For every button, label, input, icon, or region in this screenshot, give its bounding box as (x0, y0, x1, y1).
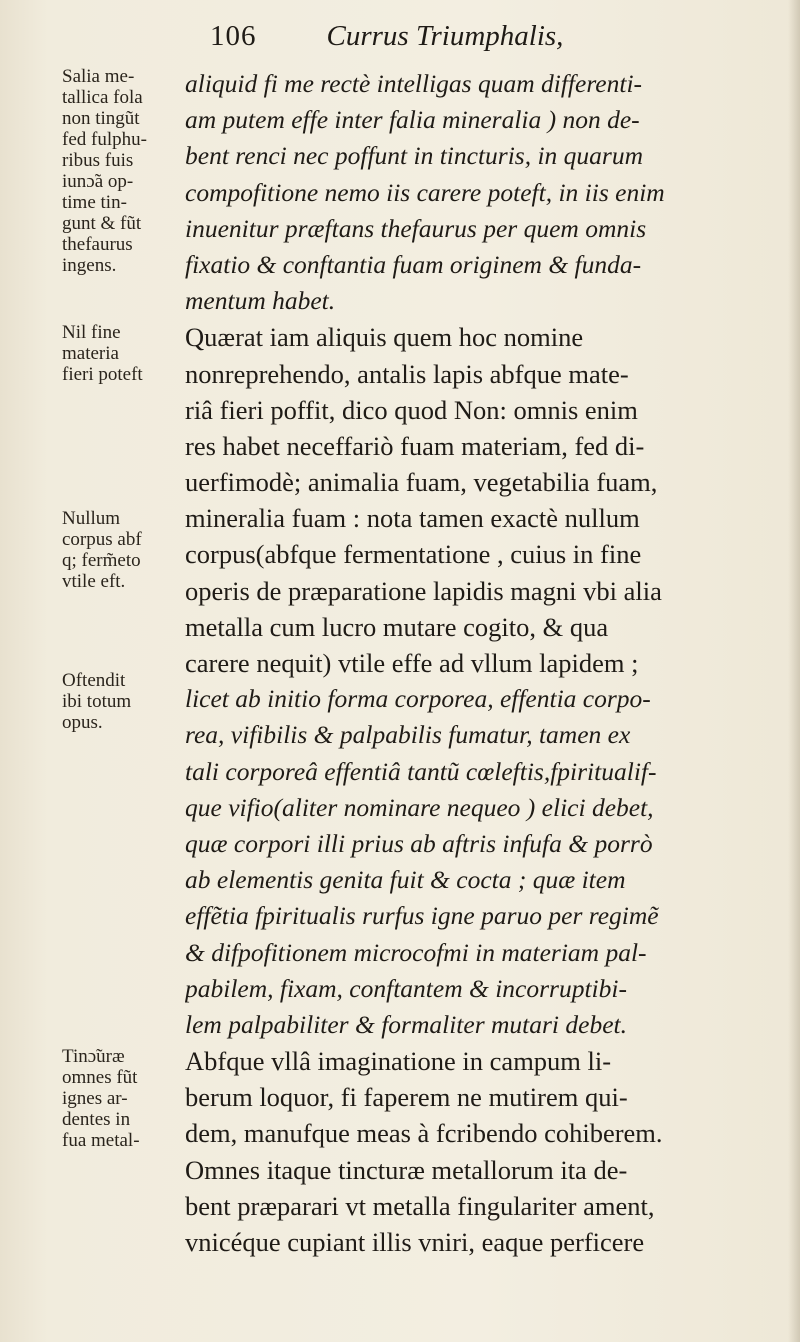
margin-note (62, 670, 172, 733)
margin-note-line: fieri poteft (62, 364, 143, 385)
margin-note-line: ribus fuis (62, 150, 134, 171)
margin-note (62, 322, 172, 385)
text-line: operis de præparatione lapidis magni vbi alia (185, 575, 662, 606)
text-line: que vifio(aliter nominare nequeo ) elici debet, (185, 792, 654, 822)
margin-note-line: Nil fine (62, 322, 121, 343)
text-line: bent renci nec poffunt in tincturis, in quarum (185, 141, 644, 171)
text-line: Quærat iam aliquis quem hoc nomine (185, 322, 584, 353)
margin-note-line: materia (62, 343, 119, 364)
margin-note-line: non tingũt (62, 108, 140, 129)
margin-note-line: tallica fola (62, 87, 143, 108)
text-line: riâ fieri poffit, dico quod Non: omnis enim (185, 394, 638, 425)
margin-note-line: gunt & fũt (62, 213, 142, 234)
text-line: uerfimodè; animalia fuam, vegetabilia fuam, (185, 467, 658, 498)
margin-note-line: ibi totum (62, 691, 132, 712)
text-line: carere nequit) vtile effe ad vllum lapidem ; (185, 648, 639, 678)
text-line: quæ corpori illi prius ab aftris infufa & porrò (185, 828, 653, 858)
margin-note-line: q; ferm̃eto (62, 550, 141, 571)
text-line: tali corporeâ effentiâ tantũ cœleftis,fpiritualif- (185, 756, 657, 786)
margin-note-line: Salia me- (62, 66, 135, 87)
margin-note-line: ignes ar- (62, 1088, 128, 1109)
text-line: mineralia fuam : nota tamen exactè nullum (185, 503, 640, 534)
text-line: inuenitur præftans thefaurus per quem omnis (185, 213, 647, 243)
margin-note (62, 508, 172, 592)
margin-note-line: time tin- (62, 192, 127, 213)
text-line: Abfque vllâ imaginatione in campum li- (185, 1046, 612, 1077)
margin-note-line: vtile eft. (62, 571, 126, 592)
text-line: nonreprehendo, antalis lapis abfque mate- (185, 358, 629, 389)
text-line: am putem effe inter falia mineralia ) non de- (185, 105, 640, 135)
text-line: lem palpabiliter & formaliter mutari debet. (185, 1009, 627, 1039)
text-line: mentum habet. (185, 286, 336, 316)
text-line: res habet neceffariò fuam materiam, fed di- (185, 430, 645, 461)
margin-note-line: thefaurus (62, 234, 133, 255)
text-line: effẽtia fpiritualis rurfus igne paruo per regimẽ (185, 901, 659, 931)
text-line: corpus(abfque fermentatione , cuius in fine (185, 539, 642, 570)
page-header (210, 8, 770, 64)
margin-note-line: Nullum (62, 508, 121, 529)
margin-note-line: omnes fũt (62, 1067, 138, 1088)
text-line: pabilem, fixam, conftantem & incorruptibi- (185, 973, 627, 1003)
margin-note-line: Tinɔ̃uræ (62, 1046, 125, 1067)
margin-note-line: opus. (62, 712, 103, 733)
text-line: berum loquor, fi faperem ne mutirem qui- (185, 1082, 628, 1113)
text-line: compofitione nemo iis carere poteft, in iis enim (185, 177, 665, 207)
text-line: fixatio & conftantia fuam originem & funda- (185, 249, 642, 279)
text-line: rea, vifibilis & palpabilis fumatur, tamen ex (185, 720, 631, 750)
margin-note (62, 66, 172, 276)
margin-note-line: fed fulphu- (62, 129, 147, 150)
text-line: vnicéque cupiant illis vniri, eaque perficere (185, 1227, 645, 1257)
margin-note-line: fua metal- (62, 1130, 140, 1151)
margin-note-line: Oftendit (62, 670, 126, 691)
margin-note-line: corpus abf (62, 529, 142, 550)
margin-note (62, 1046, 172, 1151)
text-line: licet ab initio forma corporea, effentia corpo- (185, 684, 651, 714)
text-line: Omnes itaque tincturæ metallorum ita de- (185, 1154, 628, 1185)
text-line: bent præparari vt metalla fingulariter ament, (185, 1190, 655, 1221)
page-edge-shadow (788, 0, 800, 1342)
running-title: Currus Triumphalis, (326, 19, 564, 52)
text-line: dem, manufque meas à fcribendo cohiberem. (185, 1118, 663, 1149)
text-line: aliquid fi me rectè intelligas quam differenti- (185, 69, 643, 98)
margin-note-line: dentes in (62, 1109, 131, 1130)
text-line: & difpofitionem microcofmi in materiam pal- (185, 937, 647, 967)
text-line: ab elementis genita fuit & cocta ; quæ item (185, 865, 626, 895)
page-number: 106 (210, 19, 257, 52)
margin-note-line: ingens. (62, 255, 117, 276)
text-line: metalla cum lucro mutare cogito, & qua (185, 611, 609, 642)
main-text-block (185, 66, 785, 1302)
margin-note-line: iunɔ̃a op- (62, 171, 134, 192)
